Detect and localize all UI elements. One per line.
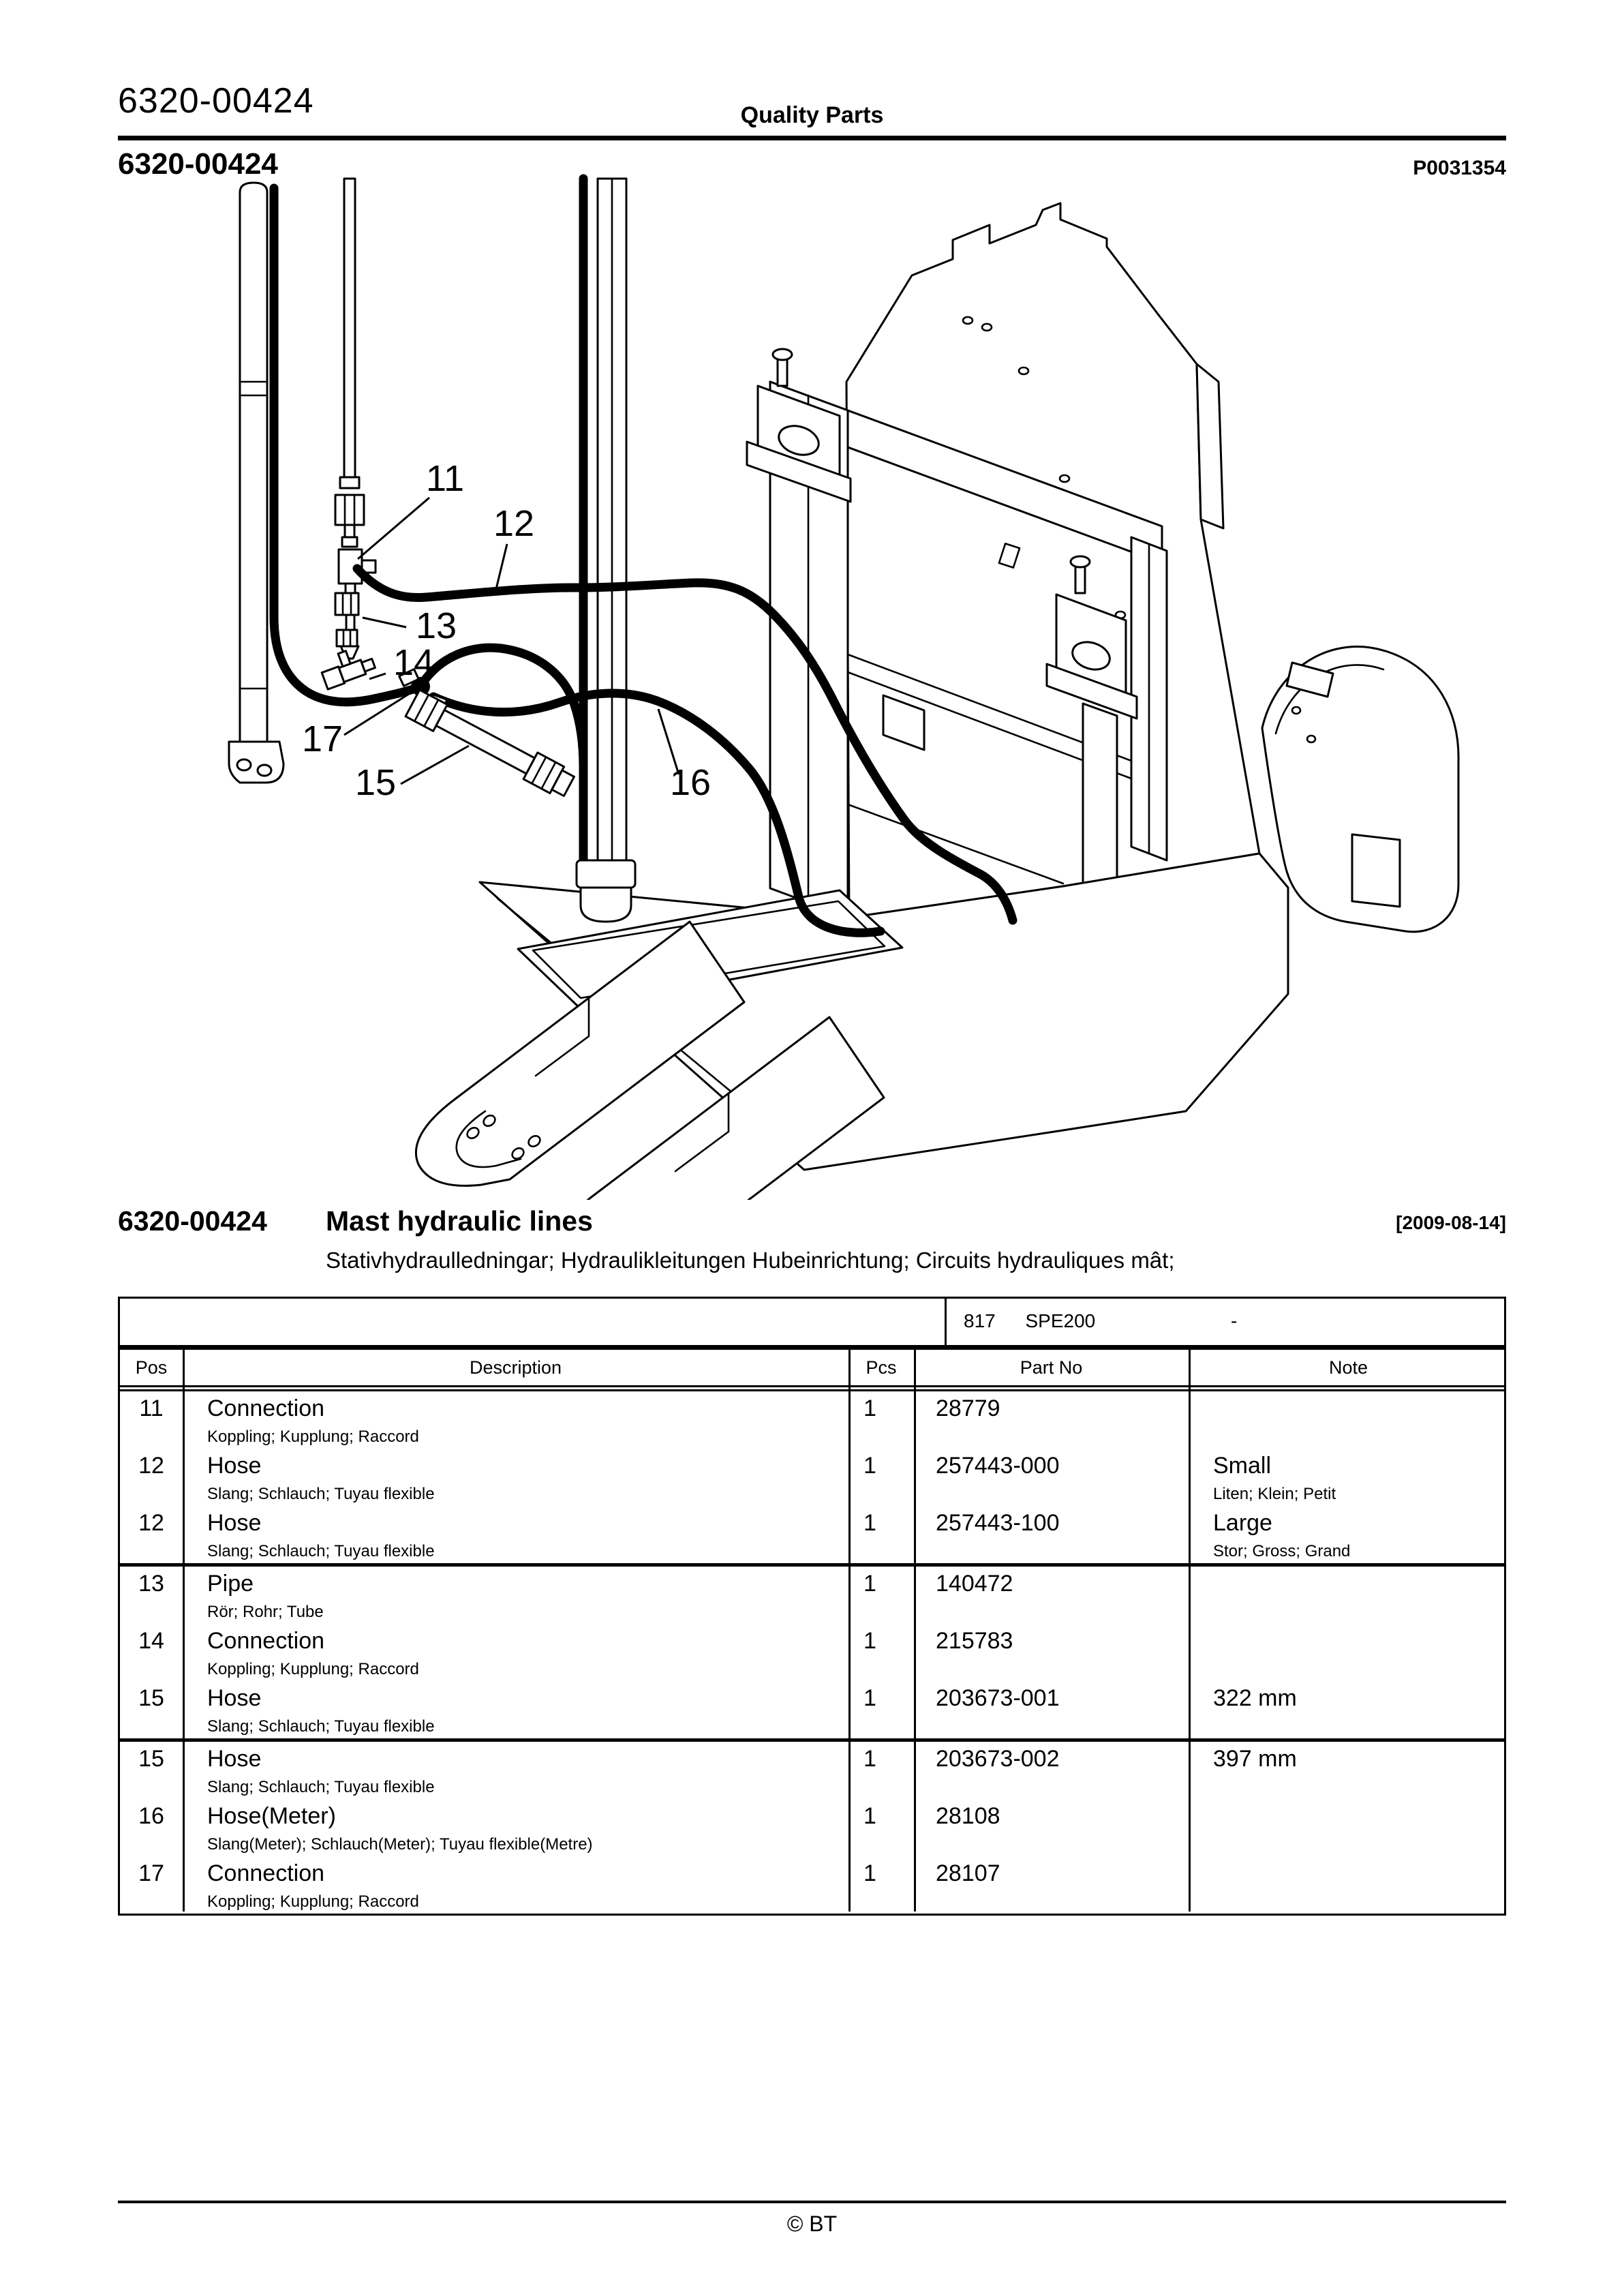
table-row: 13 Pipe Rör; Rohr; Tube 1 140472 xyxy=(138,1571,1013,1621)
header-rule xyxy=(118,136,1506,140)
model-dash: - xyxy=(1231,1310,1238,1331)
callout-17: 17 xyxy=(301,719,343,759)
figure-code: 6320-00424 xyxy=(118,147,278,181)
table-row: 11 Connection Koppling; Kupplung; Raccord 1 28779 xyxy=(139,1395,1000,1446)
section-title: Mast hydraulic lines xyxy=(326,1205,593,1237)
callout-14: 14 xyxy=(393,642,435,683)
col-header-pcs: Pcs xyxy=(866,1357,897,1378)
table-row: 17 Connection Koppling; Kupplung; Raccord 1 28107 xyxy=(138,1860,1000,1911)
parts-table xyxy=(118,1297,1506,1916)
callout-12: 12 xyxy=(493,503,535,544)
section-subtitle: Stativhydraulledningar; Hydraulikleitungen Hubeinrichtung; Circuits hydrauliques mât; xyxy=(326,1248,1175,1273)
callout-15: 15 xyxy=(354,762,397,803)
callout-16: 16 xyxy=(669,762,711,803)
section-date: [2009-08-14] xyxy=(1396,1212,1506,1233)
section-code: 6320-00424 xyxy=(118,1205,267,1237)
table-row: 16 Hose(Meter) Slang(Meter); Schlauch(Meter); Tuyau flexible(Metre) 1 28108 xyxy=(138,1803,1000,1854)
chassis-back-panel xyxy=(846,203,1259,918)
table-header-row xyxy=(120,1350,1504,1385)
model-band xyxy=(120,1299,1504,1345)
table-row: 14 Connection Koppling; Kupplung; Raccord 1 215783 xyxy=(138,1628,1013,1678)
pipe-13 xyxy=(335,593,358,615)
col-header-partno: Part No xyxy=(1020,1357,1083,1378)
band-divider xyxy=(945,1299,947,1345)
table-row: 12 Hose Slang; Schlauch; Tuyau flexible 1 257443-100 Large Stor; Gross; Grand xyxy=(138,1510,1351,1560)
model-serial: 817 xyxy=(964,1310,996,1331)
pipe-and-fittings xyxy=(318,179,376,689)
table-row: 15 Hose Slang; Schlauch; Tuyau flexible 1 203673-002 397 mm xyxy=(138,1746,1297,1796)
document-code-header: 6320-00424 xyxy=(118,81,314,121)
page-title: Quality Parts xyxy=(740,102,884,128)
table-row: 15 Hose Slang; Schlauch; Tuyau flexible 1 203673-001 322 mm xyxy=(138,1685,1297,1736)
col-header-note: Note xyxy=(1328,1357,1368,1378)
callout-11: 11 xyxy=(425,458,465,499)
exploded-view-figure xyxy=(116,167,1510,1200)
model-name: SPE200 xyxy=(1025,1310,1096,1331)
header-double-line xyxy=(120,1385,1504,1391)
band-separator xyxy=(120,1345,1504,1350)
col-header-pos: Pos xyxy=(135,1357,168,1378)
footer-rule xyxy=(118,2201,1506,2203)
col-header-description: Description xyxy=(469,1357,562,1378)
plate-reference: P0031354 xyxy=(1413,157,1506,179)
table-row: 12 Hose Slang; Schlauch; Tuyau flexible 1 257443-000 Small Liten; Klein; Petit xyxy=(138,1453,1336,1503)
callout-13: 13 xyxy=(415,605,457,646)
copyright: © BT xyxy=(786,2211,838,2236)
